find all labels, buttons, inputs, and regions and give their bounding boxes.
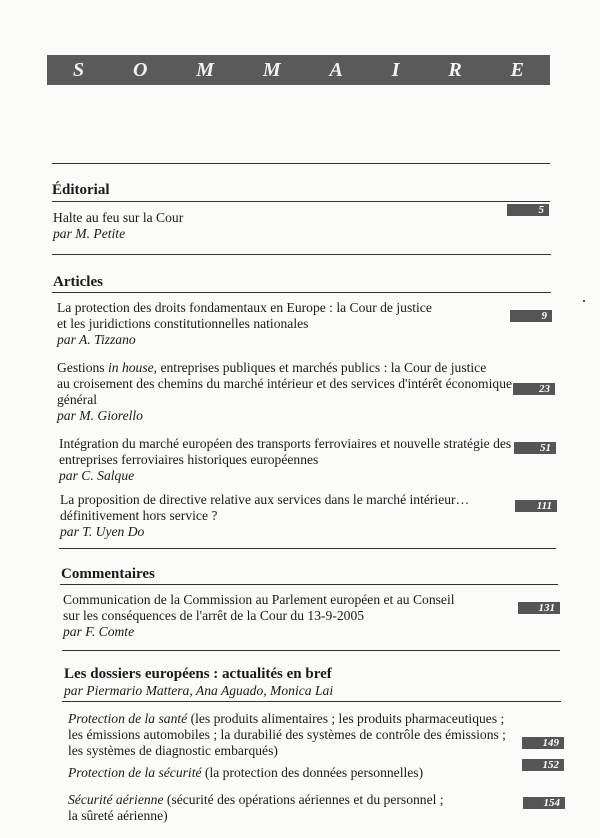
entry-title-line: au croisement des chemins du marché intérieur et des services d'intérêt économique: [57, 376, 513, 391]
entry-title-line: les systèmes de diagnostic embarqués): [68, 743, 278, 758]
entry-title-line: Halte au feu sur la Cour: [53, 210, 184, 225]
entry-title-line: La proposition de directive relative aux services dans le marché intérieur…: [60, 492, 470, 507]
section-heading-dossiers: Les dossiers européens : actualités en bref: [64, 666, 332, 682]
entry-title-line: général: [57, 392, 97, 407]
page-number-badge[interactable]: 152: [522, 759, 564, 771]
page-number-badge[interactable]: 23: [513, 383, 555, 395]
entry-title-line: la sûreté aérienne): [68, 808, 168, 823]
toc-entry[interactable]: [68, 765, 423, 781]
entry-author: par F. Comte: [63, 624, 135, 639]
divider: [52, 254, 551, 255]
toc-entry[interactable]: [68, 711, 506, 759]
entry-author: par T. Uyen Do: [60, 524, 145, 539]
toc-entry[interactable]: [57, 360, 512, 424]
banner-letter: O: [132, 58, 148, 81]
section-heading-editorial: Éditorial: [52, 182, 110, 198]
entry-title-line: et les juridictions constitutionnelles nationales: [57, 316, 309, 331]
entry-title-line: [68, 711, 506, 727]
entry-title-line: les émissions automobiles ; la durabilié des systèmes de contrôle des émissions ;: [68, 727, 506, 742]
toc-entry[interactable]: [57, 300, 432, 348]
page-number-badge[interactable]: 149: [522, 737, 564, 749]
section-heading-commentaires: Commentaires: [61, 566, 155, 582]
divider: [62, 701, 561, 702]
sommaire-banner: [47, 55, 550, 85]
toc-entry[interactable]: [53, 210, 183, 242]
page-number-badge[interactable]: 9: [510, 310, 552, 322]
banner-letter: A: [329, 58, 343, 81]
entry-title-line: sur les conséquences de l'arrêt de la Cour du 13-9-2005: [63, 608, 365, 623]
divider: [52, 292, 551, 293]
section-authors: par Piermario Mattera, Ana Aguado, Monica Lai: [64, 683, 334, 698]
scan-speck: [583, 300, 585, 302]
banner-letter: E: [510, 58, 524, 81]
entry-title-line: La protection des droits fondamentaux en Europe : la Cour de justice: [57, 300, 432, 315]
divider: [60, 584, 558, 585]
toc-entry[interactable]: [60, 492, 469, 540]
title-prefix: Gestions: [57, 360, 108, 375]
toc-entry[interactable]: [63, 592, 455, 640]
toc-entry[interactable]: [68, 792, 444, 824]
entry-topic: Protection de la santé: [68, 711, 188, 726]
entry-detail: (sécurité des opérations aériennes et du personnel ;: [163, 792, 444, 807]
entry-title-line: Communication de la Commission au Parlement européen et au Conseil: [63, 592, 455, 607]
entry-author: par M. Petite: [53, 226, 126, 241]
page-number-badge[interactable]: 131: [518, 602, 560, 614]
entry-detail: (les produits alimentaires ; les produits pharmaceutiques ;: [187, 711, 505, 726]
entry-title-line: Intégration du marché européen des transports ferroviaires et nouvelle stratégie des: [59, 436, 512, 451]
page-number-badge[interactable]: 5: [507, 204, 549, 216]
entry-title-line: entreprises ferroviaires historiques européennes: [59, 452, 319, 467]
divider: [52, 201, 550, 202]
toc-entry[interactable]: [59, 436, 511, 484]
divider: [62, 650, 560, 651]
title-italic: in house: [107, 360, 154, 375]
entry-title-line: définitivement hors service ?: [60, 508, 218, 523]
banner-letter: M: [196, 58, 215, 81]
banner-letter: R: [448, 58, 462, 81]
entry-topic: Sécurité aérienne: [68, 792, 164, 807]
entry-author: par A. Tizzano: [57, 332, 136, 347]
entry-title-line: [57, 360, 512, 376]
banner-letter: S: [73, 58, 85, 81]
divider: [59, 548, 556, 549]
banner-letter: I: [391, 58, 400, 81]
entry-author: par M. Giorello: [57, 408, 143, 423]
entry-title-line: [68, 792, 444, 808]
entry-detail: (la protection des données personnelles): [201, 765, 424, 780]
title-rest: , entreprises publiques et marchés publics : la Cour de justice: [153, 360, 487, 375]
entry-author: par C. Salque: [59, 468, 135, 483]
page-number-badge[interactable]: 51: [514, 442, 556, 454]
entry-topic: Protection de la sécurité: [68, 765, 202, 780]
page-number-badge[interactable]: 111: [515, 500, 557, 512]
entry-title-line: [68, 765, 423, 781]
section-heading-articles: Articles: [53, 274, 103, 290]
page-number-badge[interactable]: 154: [523, 797, 565, 809]
banner-letter: M: [262, 58, 281, 81]
divider: [52, 163, 550, 164]
